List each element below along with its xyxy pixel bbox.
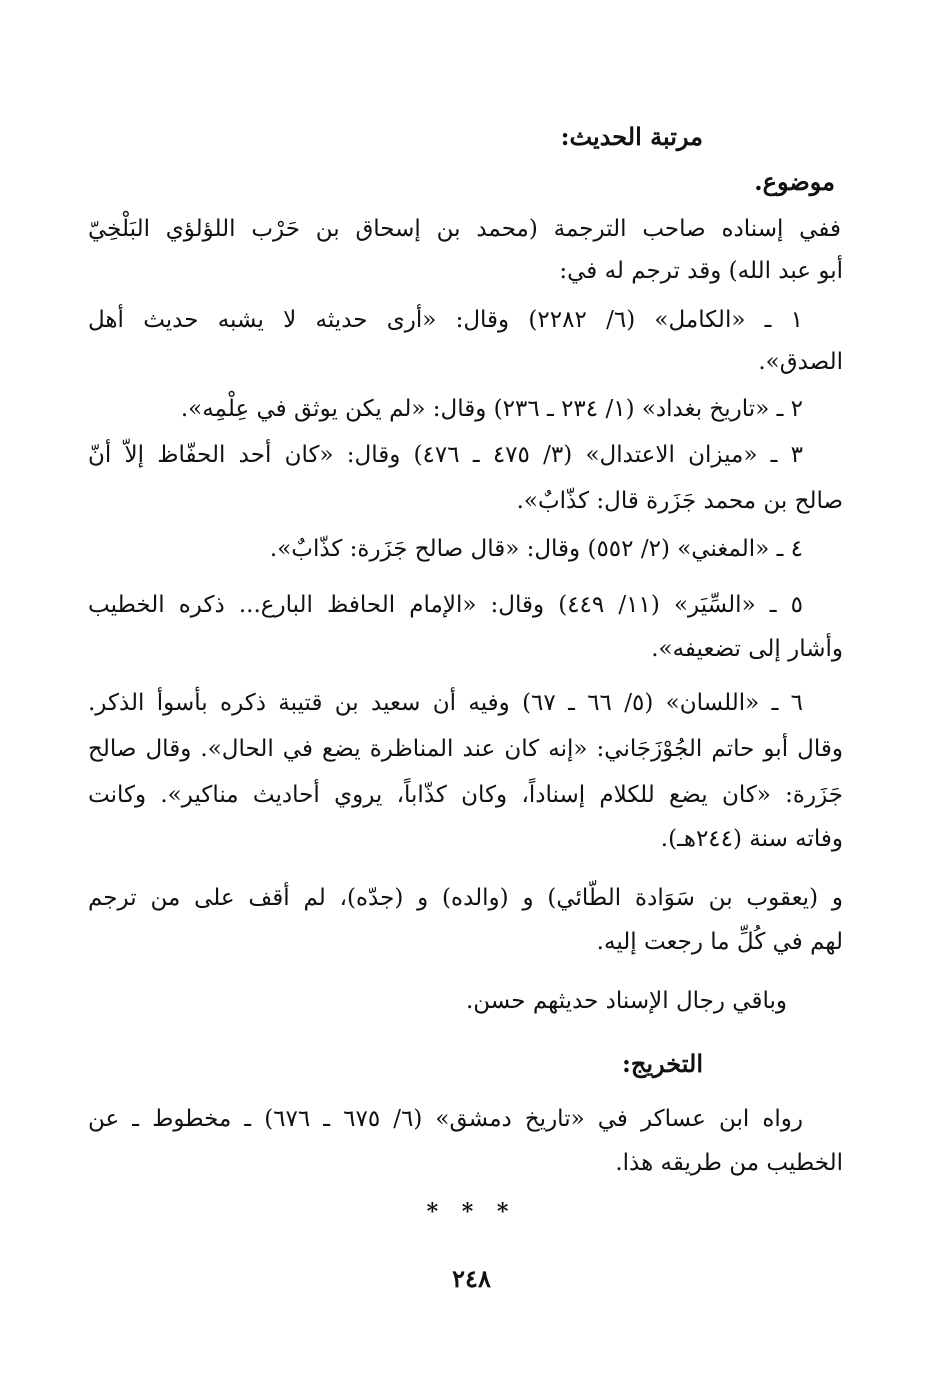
item4-line-1: ٤ ـ «المغني» (٢/ ٥٥٢) وقال: «قال صالح جَزَرة: كذّابٌ». xyxy=(269,536,803,562)
takhrij-line-1: رواه ابن عساكر في «تاريخ دمشق» (٦/ ٦٧٥ ـ ٦٧٦) ـ مخطوط ـ عن xyxy=(88,1106,803,1132)
item5-line-1: ٥ ـ «السِّيَر» (١١/ ٤٤٩) وقال: «الإمام الحافظ البارع... ذكره الخطيب xyxy=(88,592,803,618)
item3-line-1: ٣ ـ «ميزان الاعتدال» (٣/ ٤٧٥ ـ ٤٧٦) وقال: «كان أحد الحفّاظ إلاّ أنّ xyxy=(88,442,803,468)
item6-line-2: وقال أبو حاتم الجُوْزَجَاني: «إنه كان عند المناظرة يضع في الحال». وقال صالح xyxy=(88,736,843,762)
takhrij-line-2: الخطيب من طريقه هذا. xyxy=(615,1150,843,1176)
page-number: ٢٤٨ xyxy=(452,1264,491,1293)
rank-verdict: موضوع. xyxy=(754,167,835,196)
item1-line-2: الصدق». xyxy=(758,349,843,375)
others-line-2: لهم في كُلِّ ما رجعت إليه. xyxy=(596,929,843,955)
item6-line-4: وفاته سنة (٢٤٤هـ). xyxy=(660,826,843,852)
item3-line-2: صالح بن محمد جَزَرة قال: كذّابٌ». xyxy=(516,488,843,514)
item5-line-2: وأشار إلى تضعيفه». xyxy=(651,636,843,662)
rank-heading: مرتبة الحديث: xyxy=(560,122,703,151)
item2-line-1: ٢ ـ «تاريخ بغداد» (١/ ٢٣٤ ـ ٢٣٦) وقال: «لم يكن يوثق في عِلْمِه». xyxy=(180,396,803,422)
takhrij-heading: التخريج: xyxy=(622,1049,703,1078)
section-separator: * * * xyxy=(426,1199,517,1225)
others-line-1: و (يعقوب بن سَوَادة الطّائي) و (والده) و (جدّه)، لم أقف على من ترجم xyxy=(88,885,843,911)
intro-line-1: ففي إسناده صاحب الترجمة (محمد بن إسحاق بن حَرْب اللؤلؤي البَلْخِيّ xyxy=(88,216,841,242)
item6-line-1: ٦ ـ «اللسان» (٥/ ٦٦ ـ ٦٧) وفيه أن سعيد بن قتيبة ذكره بأسوأ الذكر. xyxy=(88,690,804,716)
intro-line-2: أبو عبد الله) وقد ترجم له في: xyxy=(559,258,843,284)
rest-line-1: وباقي رجال الإسناد حديثهم حسن. xyxy=(465,988,787,1014)
item6-line-3: جَزَرة: «كان يضع للكلام إسناداً، وكان كذّاباً، يروي أحاديث مناكير». وكانت xyxy=(88,782,843,808)
item1-line-1: ١ ـ «الكامل» (٦/ ٢٢٨٢) وقال: «أرى حديثه لا يشبه حديث أهل xyxy=(88,307,804,333)
